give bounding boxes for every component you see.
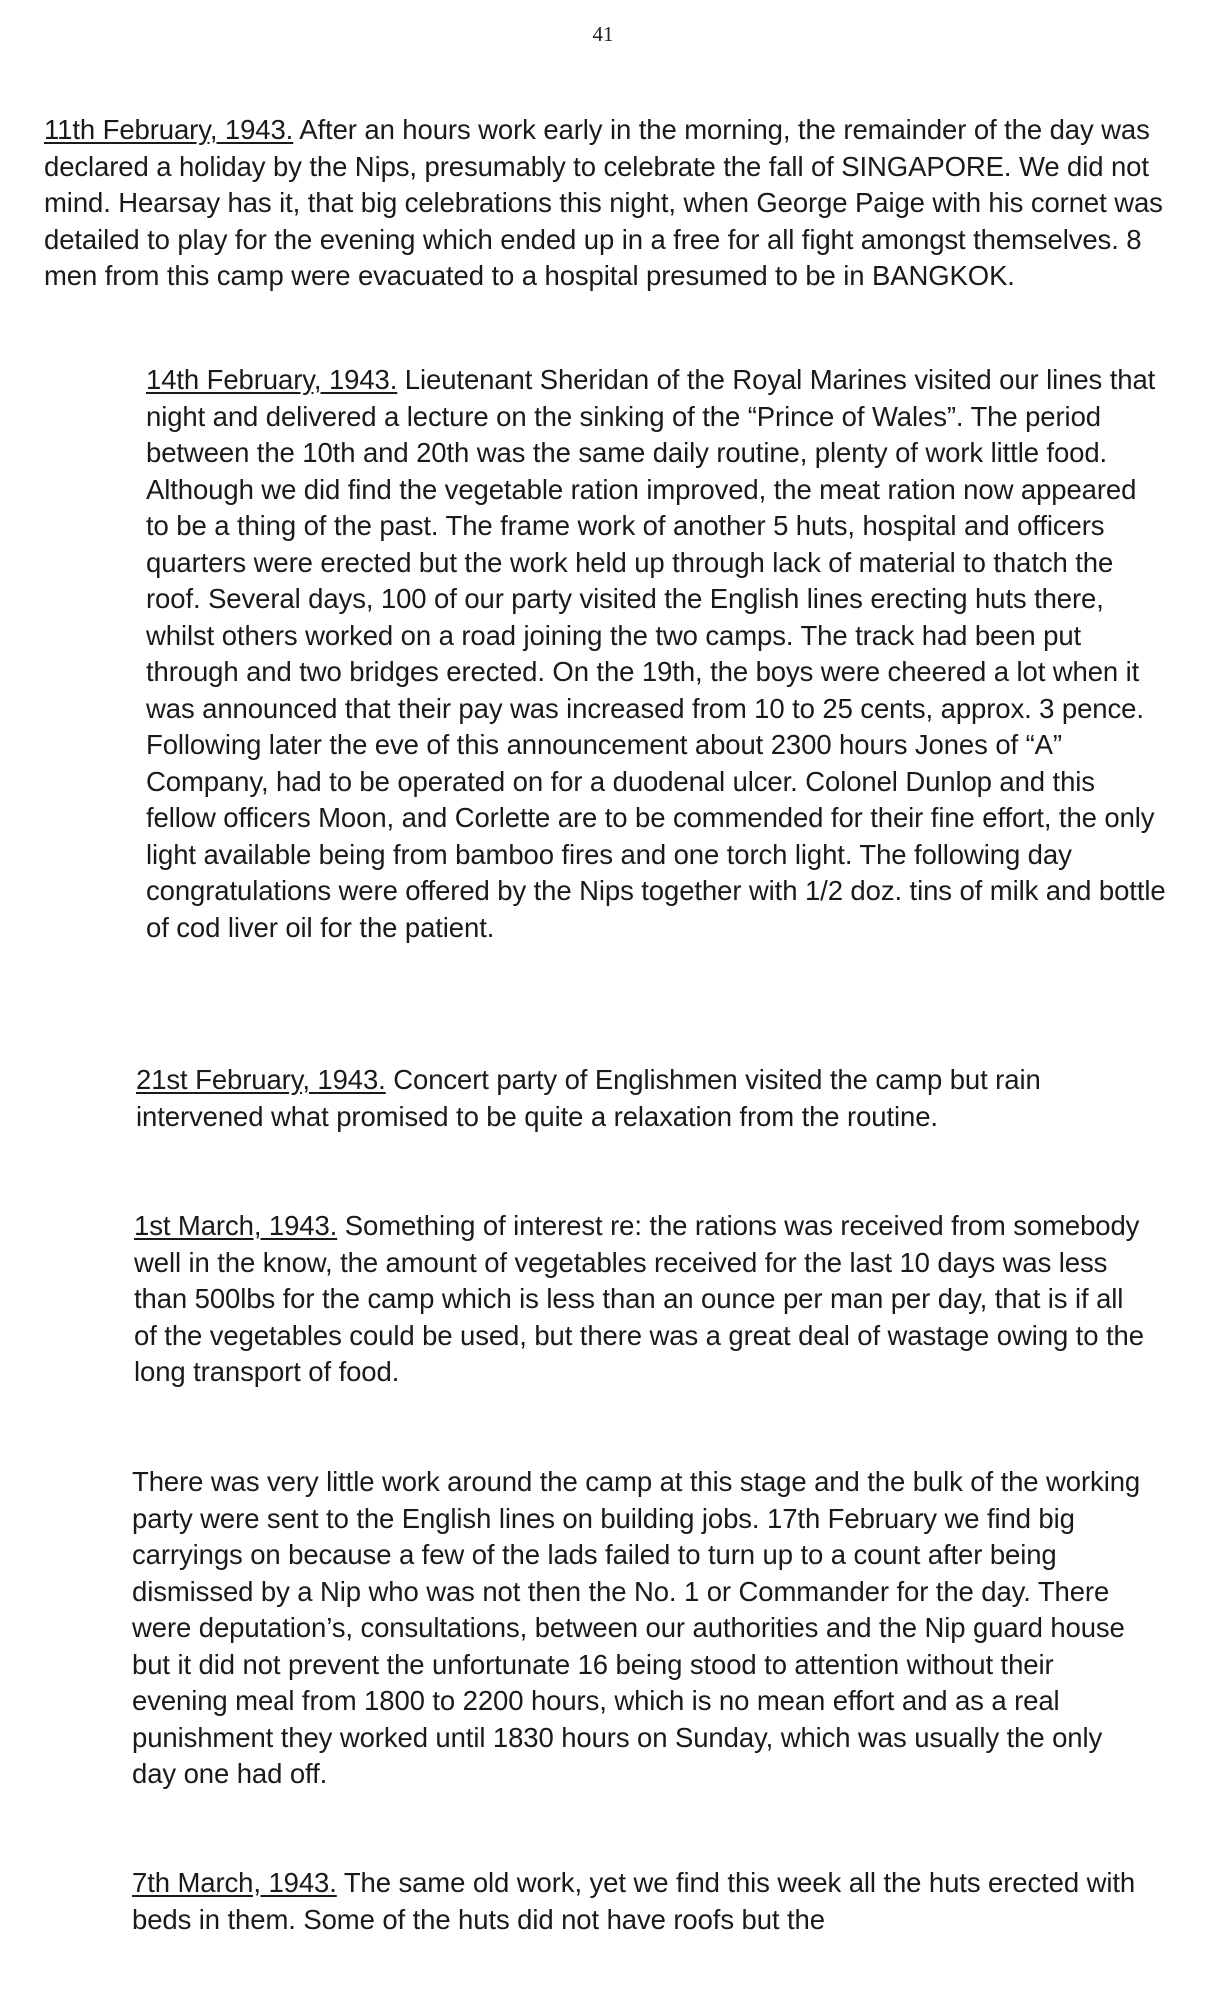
entry-text: There was very little work around the camp at this stage and the bulk of the working party were sent to the English lines on building jobs. 17th February we find big carryings on because a few of the lads failed to turn up to a count after being dismissed by a Nip who was not then the No. 1 or Commander for the day. There were deputation’s, consultations, between our authorities and the Nip guard house but it did not prevent the unfortunate 16 being stood to attention without their evening meal from 1800 to 2200 hours, which is no mean effort and as a real punishment they worked until 1830 hours on Sunday, which was usually the only day one had off.: [132, 1466, 1141, 1789]
diary-entry: [44, 112, 1169, 295]
page-number: 41: [592, 22, 614, 46]
diary-entry: [134, 1208, 1144, 1391]
diary-entry: [136, 1062, 1146, 1135]
entry-date: 7th March, 1943.: [132, 1867, 337, 1898]
entry-text: Concert party of Englishmen visited the camp but rain intervened what promised to be quite a relaxation from the routine.: [136, 1064, 1041, 1132]
entry-date: 14th February, 1943.: [146, 364, 398, 395]
entry-date: 11th February, 1943.: [44, 114, 294, 145]
entry-text: The same old work, yet we find this week all the huts erected with beds in them. Some of the huts did not have roofs but the: [132, 1867, 1136, 1935]
entry-date: 21st February, 1943.: [136, 1064, 386, 1095]
entry-text: Something of interest re: the rations was received from somebody well in the know, the amount of vegetables received for the last 10 days was less than 500lbs for the camp which is less than an ounce per man per day, that is if all of the vegetables could be used, but there was a great deal of wastage owing to the long transport of food.: [134, 1210, 1144, 1387]
entry-text: After an hours work early in the morning, the remainder of the day was declared a holiday by the Nips, presumably to celebrate the fall of SINGAPORE. We did not mind. Hearsay has it, that big celebrations this night, when George Paige with his cornet was detailed to play for the evening which ended up in a free for all fight amongst themselves. 8 men from this camp were evacuated to a hospital presumed to be in BANGKOK.: [44, 114, 1163, 291]
diary-entry: [132, 1865, 1142, 1938]
diary-paragraph: [132, 1464, 1142, 1793]
diary-entry: [146, 362, 1166, 946]
entry-text: Lieutenant Sheridan of the Royal Marines visited our lines that night and delivered a lecture on the sinking of the “Prince of Wales”. The period between the 10th and 20th was the same daily routine, plenty of work little food. Although we did find the vegetable ration improved, the meat ration now appeared to be a thing of the past. The frame work of another 5 huts, hospital and officers quarters were erected but the work held up through lack of material to thatch the roof. Several days, 100 of our party visited the English lines erecting huts there, whilst others worked on a road joining the two camps. The track had been put through and two bridges erected. On the 19th, the boys were cheered a lot when it was announced that their pay was increased from 10 to 25 cents, approx. 3 pence. Following later the eve of this announcement about 2300 hours Jones of “A” Company, had to be operated on for a duodenal ulcer. Colonel Dunlop and this fellow officers Moon, and Corlette are to be commended for their fine effort, the only light available being from bamboo fires and one torch light. The following day congratulations were offered by the Nips together with 1/2 doz. tins of milk and bottle of cod liver oil for the patient.: [146, 364, 1166, 943]
entry-date: 1st March, 1943.: [134, 1210, 338, 1241]
